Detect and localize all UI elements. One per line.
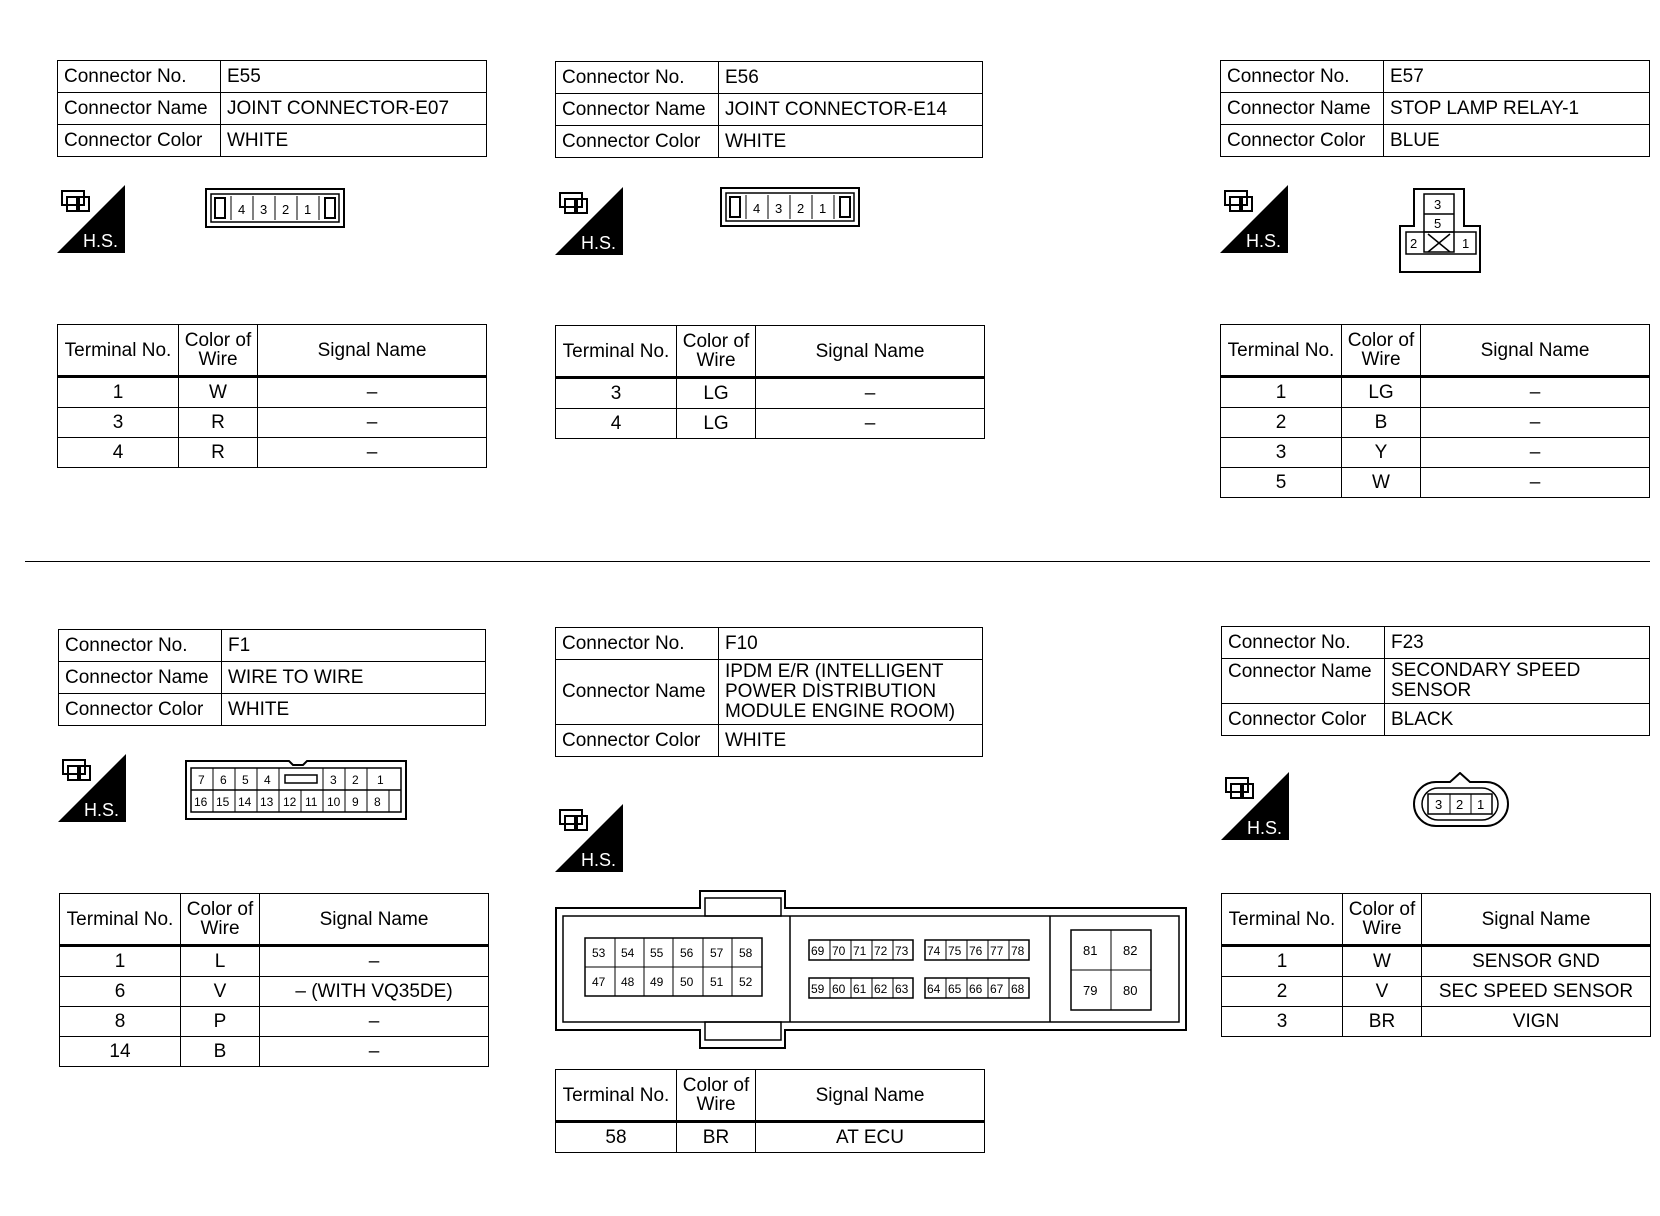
- header-terminal-no: Terminal No.: [1221, 325, 1342, 377]
- hs-label: H.S.: [83, 231, 119, 251]
- pin-label: 71: [853, 944, 867, 958]
- wire-color: BR: [1343, 1007, 1422, 1037]
- terminal-table-f10: [555, 1069, 985, 1153]
- header-signal-name: Signal Name: [260, 894, 489, 946]
- pin-label: 60: [832, 982, 846, 996]
- label-connector-name: Connector Name: [58, 93, 221, 125]
- pin-label: 15: [216, 795, 230, 809]
- signal-name: –: [258, 438, 487, 468]
- pin-label: 55: [650, 946, 664, 960]
- connector-face-e57: [1398, 188, 1486, 274]
- pin-label: 48: [621, 975, 635, 989]
- pin-label: 77: [990, 944, 1004, 958]
- harness-side-icon: [555, 187, 623, 255]
- connector-name-line: SECONDARY SPEED: [1391, 660, 1581, 681]
- connector-face-f10: [555, 890, 1187, 1050]
- pin-label: 2: [1456, 797, 1464, 812]
- hs-label: H.S.: [581, 850, 617, 870]
- label-connector-color: Connector Color: [556, 725, 719, 757]
- pin-label: 72: [874, 944, 888, 958]
- wire-color: LG: [1342, 377, 1421, 408]
- signal-name: AT ECU: [756, 1122, 985, 1153]
- table-row: [60, 1007, 489, 1037]
- hs-label: H.S.: [84, 800, 120, 820]
- pin-label: 7: [198, 773, 205, 787]
- header-color-of-wire: Color of Wire: [677, 1070, 756, 1122]
- connector-face-e56: [720, 187, 860, 227]
- pin-label: 66: [969, 982, 983, 996]
- pin-label: 70: [832, 944, 846, 958]
- harness-side-icon: [57, 185, 125, 253]
- pin-label: 82: [1123, 943, 1138, 958]
- wire-color: V: [181, 977, 260, 1007]
- terminal-no: 1: [1222, 946, 1343, 977]
- connector-info-f1: [58, 629, 486, 726]
- table-row: [1222, 1007, 1651, 1037]
- connector-name-line: SENSOR: [1391, 680, 1472, 701]
- connector-name-value: [1385, 659, 1650, 704]
- signal-name: SEC SPEED SENSOR: [1422, 977, 1651, 1007]
- wire-color: BR: [677, 1122, 756, 1153]
- wire-color: V: [1343, 977, 1422, 1007]
- label-connector-no: Connector No.: [58, 61, 221, 93]
- header-terminal-no: Terminal No.: [556, 326, 677, 378]
- connector-face-f23: [1410, 772, 1510, 828]
- pin-label: 4: [264, 773, 271, 787]
- pin-label: 49: [650, 975, 664, 989]
- connector-no-value: F1: [222, 630, 486, 662]
- connector-name-value: [719, 660, 983, 725]
- terminal-no: 14: [60, 1037, 181, 1067]
- signal-name: –: [756, 378, 985, 409]
- table-row: [60, 977, 489, 1007]
- pin-label: 2: [1410, 236, 1418, 251]
- header-terminal-no: Terminal No.: [556, 1070, 677, 1122]
- label-connector-name: Connector Name: [556, 94, 719, 126]
- label-connector-no: Connector No.: [1221, 61, 1384, 93]
- pin-label: 58: [739, 946, 753, 960]
- terminal-no: 3: [1221, 438, 1342, 468]
- label-connector-name: Connector Name: [556, 660, 719, 725]
- signal-name: –: [260, 1037, 489, 1067]
- pin-label: 3: [260, 202, 268, 217]
- pin-label: 79: [1083, 983, 1098, 998]
- signal-name: VIGN: [1422, 1007, 1651, 1037]
- terminal-no: 1: [58, 377, 179, 408]
- terminal-no: 2: [1222, 977, 1343, 1007]
- label-connector-no: Connector No.: [556, 628, 719, 660]
- pin-label: 67: [990, 982, 1004, 996]
- terminal-table-f23: [1221, 893, 1651, 1037]
- terminal-no: 2: [1221, 408, 1342, 438]
- connector-no-value: F10: [719, 628, 983, 660]
- hs-label: H.S.: [1247, 818, 1283, 838]
- connector-name-value: JOINT CONNECTOR-E07: [221, 93, 487, 125]
- table-row: [1221, 377, 1650, 408]
- label-connector-name: Connector Name: [1222, 659, 1385, 704]
- pin-label: 69: [811, 944, 825, 958]
- signal-name: –: [258, 377, 487, 408]
- table-row: [58, 377, 487, 408]
- connector-name-value: JOINT CONNECTOR-E14: [719, 94, 983, 126]
- pin-label: 56: [680, 946, 694, 960]
- terminal-no: 8: [60, 1007, 181, 1037]
- connector-name-line: MODULE ENGINE ROOM): [725, 701, 956, 722]
- table-row: [1222, 946, 1651, 977]
- table-row: [58, 438, 487, 468]
- pin-label: 10: [327, 795, 341, 809]
- terminal-no: 6: [60, 977, 181, 1007]
- pin-label: 68: [1011, 982, 1025, 996]
- pin-label: 1: [377, 773, 384, 787]
- terminal-no: 3: [1222, 1007, 1343, 1037]
- pin-label: 3: [1434, 197, 1442, 212]
- terminal-no: 1: [60, 946, 181, 977]
- label-connector-no: Connector No.: [556, 62, 719, 94]
- pin-label: 80: [1123, 983, 1138, 998]
- connector-no-value: E57: [1384, 61, 1650, 93]
- table-row: [60, 946, 489, 977]
- wire-color: R: [179, 438, 258, 468]
- connector-info-e57: [1220, 60, 1650, 157]
- pin-label: 5: [1434, 216, 1442, 231]
- pin-label: 14: [238, 795, 252, 809]
- signal-name: –: [1421, 468, 1650, 498]
- connector-color-value: WHITE: [222, 694, 486, 726]
- terminal-no: 4: [556, 409, 677, 439]
- wire-color: B: [1342, 408, 1421, 438]
- pin-label: 11: [305, 795, 318, 809]
- pin-label: 65: [948, 982, 962, 996]
- pin-label: 47: [592, 975, 606, 989]
- signal-name: –: [260, 946, 489, 977]
- pin-label: 4: [753, 201, 761, 216]
- pin-label: 52: [739, 975, 753, 989]
- wire-color: Y: [1342, 438, 1421, 468]
- table-row: [1221, 468, 1650, 498]
- table-row: [1221, 438, 1650, 468]
- pin-label: 76: [969, 944, 983, 958]
- pin-label: 12: [283, 795, 297, 809]
- table-row: [1222, 977, 1651, 1007]
- signal-name: –: [1421, 408, 1650, 438]
- connector-color-value: BLACK: [1385, 704, 1650, 736]
- pin-label: 6: [220, 773, 227, 787]
- hs-label: H.S.: [581, 233, 617, 253]
- label-connector-color: Connector Color: [58, 125, 221, 157]
- header-terminal-no: Terminal No.: [60, 894, 181, 946]
- header-color-of-wire: Color of Wire: [1343, 894, 1422, 946]
- terminal-no: 3: [556, 378, 677, 409]
- wire-color: W: [179, 377, 258, 408]
- label-connector-color: Connector Color: [1221, 125, 1384, 157]
- header-signal-name: Signal Name: [1422, 894, 1651, 946]
- wire-color: R: [179, 408, 258, 438]
- hs-label: H.S.: [1246, 231, 1282, 251]
- pin-label: 2: [797, 201, 805, 216]
- header-color-of-wire: Color of Wire: [181, 894, 260, 946]
- harness-side-icon: [58, 754, 126, 822]
- harness-side-icon: [1221, 772, 1289, 840]
- connector-face-e55: [205, 188, 345, 228]
- pin-label: 13: [260, 795, 274, 809]
- table-row: [556, 409, 985, 439]
- header-color-of-wire: Color of Wire: [677, 326, 756, 378]
- header-terminal-no: Terminal No.: [1222, 894, 1343, 946]
- pin-label: 59: [811, 982, 825, 996]
- terminal-no: 4: [58, 438, 179, 468]
- connector-color-value: WHITE: [221, 125, 487, 157]
- pin-label: 51: [710, 975, 724, 989]
- pin-label: 2: [282, 202, 290, 217]
- pin-label: 1: [1477, 797, 1485, 812]
- pin-label: 1: [1462, 236, 1470, 251]
- pin-label: 2: [352, 773, 359, 787]
- header-color-of-wire: Color of Wire: [1342, 325, 1421, 377]
- signal-name: SENSOR GND: [1422, 946, 1651, 977]
- terminal-no: 3: [58, 408, 179, 438]
- table-row: [556, 378, 985, 409]
- pin-label: 53: [592, 946, 606, 960]
- pin-label: 62: [874, 982, 888, 996]
- wire-color: W: [1342, 468, 1421, 498]
- terminal-table-e55: [57, 324, 487, 468]
- wire-color: P: [181, 1007, 260, 1037]
- connector-name-line: POWER DISTRIBUTION: [725, 681, 937, 702]
- header-signal-name: Signal Name: [258, 325, 487, 377]
- terminal-table-f1: [59, 893, 489, 1067]
- connector-info-f23: [1221, 626, 1650, 736]
- pin-label: 1: [819, 201, 827, 216]
- header-color-of-wire: Color of Wire: [179, 325, 258, 377]
- pin-label: 61: [853, 982, 867, 996]
- header-signal-name: Signal Name: [756, 326, 985, 378]
- harness-side-icon: [1220, 185, 1288, 253]
- pin-label: 54: [621, 946, 635, 960]
- header-terminal-no: Terminal No.: [58, 325, 179, 377]
- pin-label: 74: [927, 944, 941, 958]
- pin-label: 78: [1011, 944, 1025, 958]
- terminal-table-e56: [555, 325, 985, 439]
- pin-label: 1: [304, 202, 312, 217]
- pin-label: 3: [775, 201, 783, 216]
- terminal-no: 5: [1221, 468, 1342, 498]
- pin-label: 9: [352, 795, 359, 809]
- wire-color: LG: [677, 378, 756, 409]
- pin-label: 50: [680, 975, 694, 989]
- table-row: [1221, 408, 1650, 438]
- connector-info-e56: [555, 61, 983, 158]
- connector-face-f1: [185, 760, 407, 820]
- header-signal-name: Signal Name: [1421, 325, 1650, 377]
- pin-label: 4: [238, 202, 246, 217]
- connector-info-f10: [555, 627, 983, 757]
- terminal-no: 58: [556, 1122, 677, 1153]
- signal-name: –: [260, 1007, 489, 1037]
- connector-info-e55: [57, 60, 487, 157]
- wire-color: B: [181, 1037, 260, 1067]
- pin-label: 3: [1435, 797, 1443, 812]
- pin-label: 16: [194, 795, 208, 809]
- pin-label: 5: [242, 773, 249, 787]
- label-connector-color: Connector Color: [59, 694, 222, 726]
- signal-name: –: [1421, 438, 1650, 468]
- label-connector-color: Connector Color: [556, 126, 719, 158]
- label-connector-no: Connector No.: [1222, 627, 1385, 659]
- connector-color-value: WHITE: [719, 725, 983, 757]
- connector-color-value: WHITE: [719, 126, 983, 158]
- pin-label: 75: [948, 944, 962, 958]
- connector-color-value: BLUE: [1384, 125, 1650, 157]
- signal-name: –: [756, 409, 985, 439]
- table-row: [556, 1122, 985, 1153]
- pin-label: 57: [710, 946, 724, 960]
- connector-name-line: IPDM E/R (INTELLIGENT: [725, 661, 944, 682]
- terminal-no: 1: [1221, 377, 1342, 408]
- connector-name-value: STOP LAMP RELAY-1: [1384, 93, 1650, 125]
- label-connector-color: Connector Color: [1222, 704, 1385, 736]
- pin-label: 64: [927, 982, 941, 996]
- pin-label: 73: [895, 944, 909, 958]
- wire-color: L: [181, 946, 260, 977]
- harness-side-icon: [555, 804, 623, 872]
- header-signal-name: Signal Name: [756, 1070, 985, 1122]
- pin-label: 3: [330, 773, 337, 787]
- connector-no-value: F23: [1385, 627, 1650, 659]
- connector-no-value: E55: [221, 61, 487, 93]
- table-row: [58, 408, 487, 438]
- connector-name-value: WIRE TO WIRE: [222, 662, 486, 694]
- table-row: [60, 1037, 489, 1067]
- wire-color: W: [1343, 946, 1422, 977]
- label-connector-name: Connector Name: [1221, 93, 1384, 125]
- signal-name: –: [1421, 377, 1650, 408]
- terminal-table-e57: [1220, 324, 1650, 498]
- section-divider: [25, 561, 1650, 562]
- pin-label: 81: [1083, 943, 1098, 958]
- label-connector-name: Connector Name: [59, 662, 222, 694]
- wire-color: LG: [677, 409, 756, 439]
- signal-name: – (WITH VQ35DE): [260, 977, 489, 1007]
- pin-label: 8: [374, 795, 381, 809]
- pin-label: 63: [895, 982, 909, 996]
- label-connector-no: Connector No.: [59, 630, 222, 662]
- signal-name: –: [258, 408, 487, 438]
- connector-no-value: E56: [719, 62, 983, 94]
